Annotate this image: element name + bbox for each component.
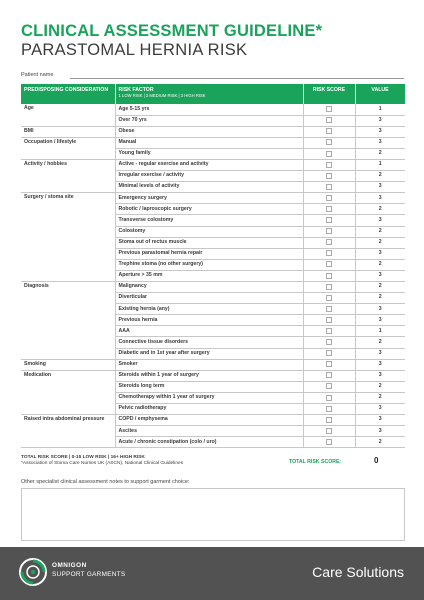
consideration-cell: Raised intra abdominal pressure [21,415,115,448]
risk-score-checkbox[interactable] [326,284,332,290]
value-cell: 2 [355,381,405,392]
risk-score-checkbox[interactable] [326,295,332,301]
risk-score-cell [303,159,355,170]
header-consideration: PREDISPOSING CONSIDERATION [21,84,115,104]
risk-score-checkbox[interactable] [326,106,332,112]
risk-score-checkbox[interactable] [326,117,332,123]
risk-score-cell [303,392,355,403]
value-cell: 3 [355,348,405,359]
value-cell: 3 [355,426,405,437]
table-row [21,282,405,293]
value-cell: 2 [355,204,405,215]
risk-score-checkbox[interactable] [326,139,332,145]
risk-score-cell [303,337,355,348]
notes-label: Other specialist clinical assessment notes to support garment choice: [21,479,190,485]
value-cell: 2 [355,392,405,403]
risk-score-checkbox[interactable] [326,228,332,234]
risk-factor-cell: Steroids within 1 year of surgery [115,370,303,381]
consideration-cell: Age [21,104,115,126]
table-row [21,126,405,137]
risk-score-cell [303,226,355,237]
value-cell: 3 [355,370,405,381]
risk-score-cell [303,182,355,193]
risk-score-cell [303,171,355,182]
risk-score-cell [303,126,355,137]
legend-source-note: *Association of Stoma Care Nurses UK (ASCN), National Clinical Guidelines [21,461,184,467]
risk-factor-cell: Manual [115,137,303,148]
risk-score-checkbox[interactable] [326,317,332,323]
value-cell: 3 [355,248,405,259]
header-value: VALUE [355,84,405,104]
value-cell: 3 [355,315,405,326]
risk-factor-cell: COPD / emphysema [115,415,303,426]
risk-factor-cell: Steroids long term [115,381,303,392]
risk-factor-cell: Age 5-15 yrs [115,104,303,115]
risk-factor-cell: Smoker [115,359,303,370]
risk-factor-cell: Irregular exercise / activity [115,171,303,182]
patient-name-label: Patient name [21,72,54,78]
risk-score-cell [303,248,355,259]
risk-score-checkbox[interactable] [326,195,332,201]
risk-score-cell [303,370,355,381]
risk-factor-cell: Robotic / laproscopic surgery [115,204,303,215]
header-risk-score: RISK SCORE [303,84,355,104]
value-cell: 2 [355,226,405,237]
risk-score-cell [303,204,355,215]
value-cell: 2 [355,171,405,182]
value-cell: 2 [355,259,405,270]
legend [21,455,183,468]
consideration-cell: BMI [21,126,115,137]
risk-score-cell [303,348,355,359]
risk-factor-cell: Colostomy [115,226,303,237]
risk-factor-cell: Malignancy [115,282,303,293]
risk-score-checkbox[interactable] [326,428,332,434]
risk-score-cell [303,259,355,270]
risk-factor-cell: Chemotherapy within 1 year of surgery [115,392,303,403]
value-cell: 3 [355,215,405,226]
patient-name-field[interactable] [70,78,404,79]
risk-score-checkbox[interactable] [326,383,332,389]
risk-score-checkbox[interactable] [326,162,332,168]
value-cell: 2 [355,337,405,348]
value-cell: 3 [355,126,405,137]
value-cell: 2 [355,437,405,448]
risk-factor-cell: Diverticular [115,293,303,304]
risk-score-checkbox[interactable] [326,417,332,423]
risk-score-cell [303,415,355,426]
risk-score-checkbox[interactable] [326,306,332,312]
page-subtitle: PARASTOMAL HERNIA RISK [21,41,248,59]
table-row [21,193,405,204]
risk-factor-cell: AAA [115,326,303,337]
risk-score-checkbox[interactable] [326,273,332,279]
risk-score-checkbox[interactable] [326,206,332,212]
consideration-cell: Surgery / stoma site [21,193,115,282]
risk-factor-cell: Over 70 yrs [115,115,303,126]
risk-factor-cell: Emergency surgery [115,193,303,204]
risk-score-checkbox[interactable] [326,328,332,334]
risk-factor-cell: Pelvic radiotherapy [115,404,303,415]
risk-factor-cell: Existing hernia (any) [115,304,303,315]
legend-score-bands: TOTAL RISK SCORE | 0-15 LOW RISK | 16+ HIGH RISK [21,455,145,460]
value-cell: 2 [355,148,405,159]
risk-score-checkbox[interactable] [326,406,332,412]
value-cell: 2 [355,237,405,248]
risk-score-cell [303,282,355,293]
value-cell: 1 [355,326,405,337]
risk-score-checkbox[interactable] [326,439,332,445]
brand-tagline: SUPPORT GARMENTS [52,571,126,578]
risk-factor-cell: Aperture > 35 mm [115,270,303,281]
risk-factor-cell: Transverse colostomy [115,215,303,226]
risk-factor-cell: Previous parastomal hernia repair [115,248,303,259]
risk-score-cell [303,237,355,248]
value-cell: 3 [355,115,405,126]
risk-score-cell [303,148,355,159]
value-cell: 2 [355,282,405,293]
risk-factor-cell: Ascites [115,426,303,437]
value-cell: 2 [355,293,405,304]
omnigon-swirl-logo-icon [18,557,48,587]
risk-score-checkbox[interactable] [326,128,332,134]
risk-factor-cell: Young family [115,148,303,159]
risk-factor-cell: Connective tissue disorders [115,337,303,348]
header-risk-factor [115,84,303,104]
value-cell: 1 [355,159,405,170]
risk-table [21,84,406,448]
value-cell: 3 [355,193,405,204]
risk-score-checkbox[interactable] [326,217,332,223]
risk-factor-cell: Minimal levels of activity [115,182,303,193]
risk-score-cell [303,326,355,337]
brand-name: OMNIGON [52,562,87,569]
table-row [21,104,405,115]
risk-score-cell [303,270,355,281]
header-risk-factor-label: RISK FACTOR [118,87,154,93]
risk-table-body [21,104,405,448]
table-row [21,359,405,370]
risk-score-cell [303,426,355,437]
value-cell: 1 [355,104,405,115]
risk-score-checkbox[interactable] [326,151,332,157]
consideration-cell: Diagnosis [21,282,115,360]
table-row [21,159,405,170]
risk-score-checkbox[interactable] [326,372,332,378]
value-cell: 3 [355,359,405,370]
risk-score-cell [303,115,355,126]
care-solutions-label: Care Solutions [312,564,404,580]
risk-score-cell [303,404,355,415]
risk-score-checkbox[interactable] [326,173,332,179]
value-cell: 3 [355,415,405,426]
value-cell: 3 [355,304,405,315]
risk-score-cell [303,381,355,392]
consideration-cell: Medication [21,370,115,414]
risk-factor-cell: Trephine stoma (no other surgery) [115,259,303,270]
notes-textarea[interactable] [21,488,405,541]
consideration-cell: Occupation / lifestyle [21,137,115,159]
risk-factor-cell: Obese [115,126,303,137]
total-score-value: 0 [374,456,379,465]
table-header-row [21,84,405,104]
risk-score-cell [303,359,355,370]
value-cell: 3 [355,182,405,193]
risk-factor-cell: Acute / chronic constipation (colo / uro) [115,437,303,448]
risk-factor-cell: Active - regular exercise and activity [115,159,303,170]
value-cell: 3 [355,270,405,281]
risk-score-cell [303,304,355,315]
risk-score-cell [303,293,355,304]
risk-score-checkbox[interactable] [326,184,332,190]
consideration-cell: Activity / hobbies [21,159,115,192]
risk-factor-cell: Stoma out of rectus muscle [115,237,303,248]
risk-score-cell [303,193,355,204]
risk-score-checkbox[interactable] [326,361,332,367]
risk-score-checkbox[interactable] [326,339,332,345]
consideration-cell: Smoking [21,359,115,370]
risk-factor-cell: Previous hernia [115,315,303,326]
risk-score-checkbox[interactable] [326,261,332,267]
value-cell: 3 [355,137,405,148]
total-score-label: TOTAL RISK SCORE: [289,459,342,465]
footer [0,547,424,600]
table-row [21,137,405,148]
risk-factor-cell: Diabetic and in 1st year after surgery [115,348,303,359]
value-cell: 3 [355,404,405,415]
table-row [21,370,405,381]
risk-score-cell [303,437,355,448]
table-row [21,415,405,426]
page-title: CLINICAL ASSESSMENT GUIDELINE* [21,22,323,40]
risk-score-cell [303,137,355,148]
risk-score-cell [303,315,355,326]
risk-score-cell [303,104,355,115]
risk-score-checkbox[interactable] [326,239,332,245]
header-risk-factor-scale: 1 LOW RISK | 2 MEDIUM RISK | 3 HIGH RISK [118,93,206,99]
risk-score-checkbox[interactable] [326,395,332,401]
risk-score-checkbox[interactable] [326,250,332,256]
risk-score-checkbox[interactable] [326,350,332,356]
risk-score-cell [303,215,355,226]
